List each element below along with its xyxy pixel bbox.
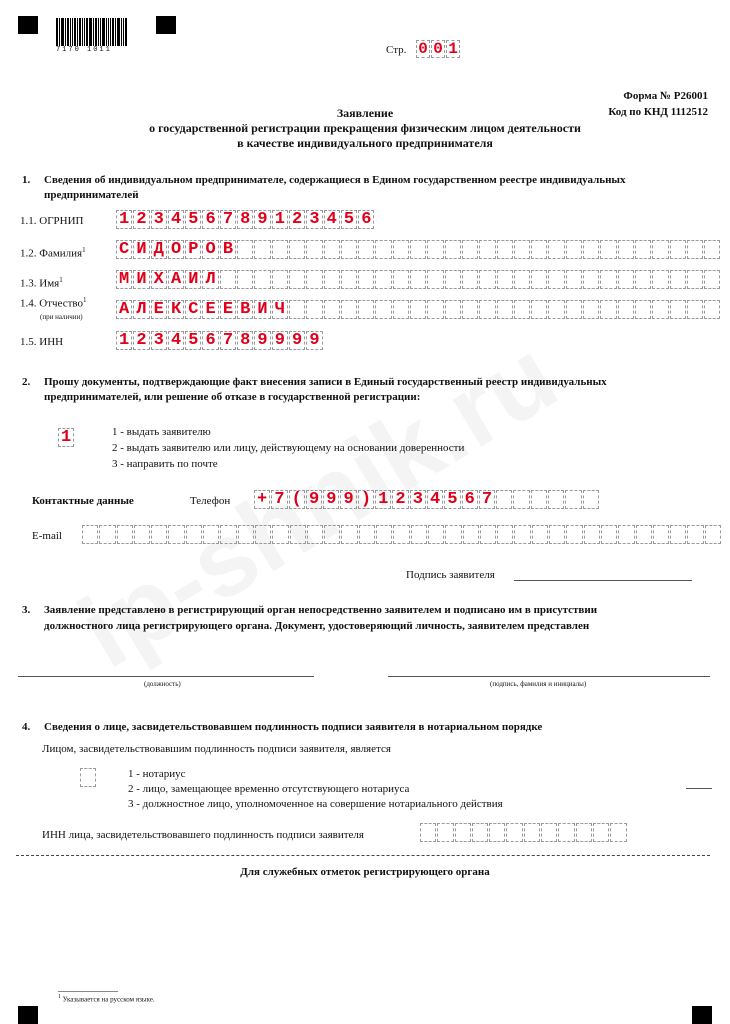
char-cell: А [116, 300, 132, 319]
char-cell [445, 300, 461, 319]
char-cell [324, 525, 340, 544]
char-cell [600, 300, 616, 319]
footnote-mark: 1 [83, 296, 87, 304]
footnote-divider [58, 991, 118, 992]
char-cell [472, 823, 488, 842]
char-cell [427, 300, 443, 319]
char-cell [375, 300, 391, 319]
char-cell: ) [358, 490, 374, 509]
phone-label: Телефон [190, 495, 231, 507]
char-cell [548, 270, 564, 289]
official-signature-caption: (подпись, фамилия и инициалы) [490, 680, 587, 688]
char-cell [324, 270, 340, 289]
char-cell [531, 270, 547, 289]
section-2-number: 2. [22, 376, 31, 388]
char-cell [652, 240, 668, 259]
section-1-heading: Сведения об индивидуальном предпринимателе, содержащиеся в Едином государственном реестре индивидуальных [44, 174, 626, 186]
patronymic-note: (при наличии) [40, 313, 83, 321]
char-cell [687, 525, 703, 544]
margin-tick [686, 788, 712, 789]
char-cell: 2 [133, 331, 149, 350]
char-cell [463, 525, 479, 544]
char-cell [480, 525, 496, 544]
char-cell: 4 [324, 210, 340, 229]
char-cell: С [185, 300, 201, 319]
char-cell [687, 300, 703, 319]
char-cell: Е [202, 300, 218, 319]
char-cell [82, 525, 98, 544]
char-cell: 5 [185, 210, 201, 229]
char-cell [272, 525, 288, 544]
char-cell [497, 270, 513, 289]
footnote-mark: 1 [82, 246, 86, 254]
char-cell [513, 490, 529, 509]
char-cell [548, 300, 564, 319]
certifier-inn-label: ИНН лица, засвидетельствовавшего подлинность подписи заявителя [42, 829, 364, 841]
char-cell [358, 270, 374, 289]
char-cell: 1 [272, 210, 288, 229]
char-cell [254, 240, 270, 259]
char-cell [410, 270, 426, 289]
char-cell: 6 [462, 490, 478, 509]
char-cell [506, 823, 522, 842]
char-cell [497, 300, 513, 319]
char-cell [117, 525, 133, 544]
char-cell [341, 270, 357, 289]
char-cell [549, 525, 565, 544]
office-use-heading: Для служебных отметок регистрирующего органа [240, 866, 490, 878]
char-cell [428, 525, 444, 544]
char-cell [670, 525, 686, 544]
char-cell [289, 270, 305, 289]
char-cell [576, 823, 592, 842]
char-cell [306, 300, 322, 319]
char-cell [306, 240, 322, 259]
char-cell [272, 270, 288, 289]
char-cell: 5 [185, 331, 201, 350]
char-cell: Х [151, 270, 167, 289]
char-cell [618, 240, 634, 259]
char-cell: М [116, 270, 132, 289]
char-cell: 0 [416, 40, 430, 58]
char-cell: И [185, 270, 201, 289]
char-cell [341, 300, 357, 319]
inn-field[interactable] [116, 331, 324, 350]
char-cell: 1 [375, 490, 391, 509]
char-cell [289, 300, 305, 319]
section-4-subheading: Лицом, засвидетельствовавшим подлинность подписи заявителя, является [42, 743, 391, 755]
char-cell [375, 270, 391, 289]
char-cell: 7 [220, 210, 236, 229]
char-cell [255, 525, 271, 544]
char-cell [532, 525, 548, 544]
char-cell [600, 270, 616, 289]
certifier-type-field[interactable] [80, 768, 97, 787]
char-cell [238, 525, 254, 544]
char-cell: 8 [237, 331, 253, 350]
char-cell [652, 270, 668, 289]
char-cell [462, 240, 478, 259]
char-cell [376, 525, 392, 544]
char-cell: 6 [202, 210, 218, 229]
char-cell [427, 270, 443, 289]
document-subtitle: о государственной регистрации прекращения физическим лицом деятельности [149, 121, 581, 135]
char-cell [410, 300, 426, 319]
char-cell: 5 [444, 490, 460, 509]
char-cell: 0 [431, 40, 445, 58]
section-2-heading: Прошу документы, подтверждающие факт внесения записи в Единый государственный реестр индивидуальных [44, 376, 607, 388]
char-cell [237, 270, 253, 289]
office-use-divider [16, 855, 710, 856]
char-cell: 5 [341, 210, 357, 229]
char-cell [220, 525, 236, 544]
delivery-choice-field[interactable] [58, 428, 75, 447]
char-cell [479, 240, 495, 259]
char-cell [514, 525, 530, 544]
char-cell [411, 525, 427, 544]
char-cell: 3 [306, 210, 322, 229]
certifier-option-2: 2 - лицо, замещающее временно отсутствующего нотариуса [128, 783, 410, 795]
char-cell [445, 240, 461, 259]
char-cell [531, 490, 547, 509]
char-cell [548, 240, 564, 259]
char-cell: 2 [392, 490, 408, 509]
certifier-inn-field[interactable] [420, 823, 628, 842]
char-cell: Р [185, 240, 201, 259]
char-cell [324, 300, 340, 319]
char-cell [687, 240, 703, 259]
char-cell [704, 240, 720, 259]
char-cell [704, 300, 720, 319]
char-cell: 4 [427, 490, 443, 509]
char-cell: 3 [151, 331, 167, 350]
char-cell [497, 240, 513, 259]
char-cell [593, 823, 609, 842]
char-cell [541, 823, 557, 842]
char-cell: 7 [479, 490, 495, 509]
footnote: $^1$ Указывается на русском языке. [58, 994, 155, 1004]
char-cell [583, 490, 599, 509]
char-cell: В [220, 240, 236, 259]
char-cell: 7 [271, 490, 287, 509]
char-cell [410, 240, 426, 259]
char-cell: О [202, 240, 218, 259]
char-cell [427, 240, 443, 259]
char-cell [514, 270, 530, 289]
page-number-cells [416, 40, 461, 58]
patronymic-field[interactable] [116, 300, 721, 319]
char-cell [168, 525, 184, 544]
registration-mark [156, 16, 176, 34]
char-cell [514, 240, 530, 259]
char-cell: К [168, 300, 184, 319]
char-cell [358, 300, 374, 319]
char-cell: В [237, 300, 253, 319]
char-cell [610, 823, 626, 842]
char-cell [566, 525, 582, 544]
char-cell: 9 [272, 331, 288, 350]
char-cell [455, 823, 471, 842]
char-cell [548, 490, 564, 509]
delivery-option-2: 2 - выдать заявителю или лицу, действующему на основании доверенности [112, 442, 465, 454]
char-cell: 9 [306, 490, 322, 509]
email-field[interactable] [82, 525, 722, 544]
barcode [56, 18, 128, 46]
char-cell: 1 [116, 210, 132, 229]
char-cell [618, 525, 634, 544]
page-label: Стр. [386, 44, 407, 56]
registration-mark [18, 1006, 38, 1024]
char-cell [306, 270, 322, 289]
signature-label: Подпись заявителя [406, 569, 495, 581]
char-cell [341, 525, 357, 544]
char-cell [272, 240, 288, 259]
contacts-label: Контактные данные [32, 495, 134, 507]
certifier-option-1: 1 - нотариус [128, 768, 186, 780]
char-cell [393, 270, 409, 289]
char-cell [531, 240, 547, 259]
char-cell: О [168, 240, 184, 259]
char-cell [134, 525, 150, 544]
char-cell: Л [202, 270, 218, 289]
char-cell: 1 [58, 428, 74, 447]
char-cell: 2 [289, 210, 305, 229]
registration-mark [692, 1006, 712, 1024]
char-cell [583, 270, 599, 289]
char-cell [636, 525, 652, 544]
char-cell [445, 270, 461, 289]
phone-field[interactable] [254, 490, 600, 509]
char-cell: 9 [289, 331, 305, 350]
char-cell: Е [151, 300, 167, 319]
email-label: E-mail [32, 530, 62, 542]
section-2-heading-2: предпринимателей, или решение об отказе в государственной регистрации: [44, 391, 421, 403]
char-cell [289, 240, 305, 259]
char-cell [566, 270, 582, 289]
char-cell [583, 240, 599, 259]
char-cell [584, 525, 600, 544]
char-cell [203, 525, 219, 544]
section-3-heading: Заявление представлено в регистрирующий орган непосредственно заявителем и подписано им в присутствии [44, 604, 598, 616]
char-cell [489, 823, 505, 842]
document-subtitle-2: в качестве индивидуального предпринимателя [237, 136, 493, 150]
char-cell: И [254, 300, 270, 319]
char-cell: 9 [254, 331, 270, 350]
char-cell [704, 270, 720, 289]
name-label: 1.3. Имя$^1$ [20, 276, 63, 290]
section-1-heading-2: предпринимателей [44, 189, 139, 201]
char-cell: + [254, 490, 270, 509]
char-cell: 9 [254, 210, 270, 229]
char-cell [670, 270, 686, 289]
char-cell [635, 270, 651, 289]
inn-label: 1.5. ИНН [20, 336, 64, 348]
char-cell [462, 270, 478, 289]
char-cell [437, 823, 453, 842]
char-cell [601, 525, 617, 544]
char-cell [514, 300, 530, 319]
char-cell: Л [133, 300, 149, 319]
footnote-mark: 1 [59, 276, 63, 284]
char-cell: 1 [446, 40, 460, 58]
char-cell [220, 270, 236, 289]
section-3-heading-2: должностного лица регистрирующего органа. Документ, удостоверяющий личность, заявителем представлен [44, 620, 590, 632]
char-cell [393, 525, 409, 544]
char-cell [393, 240, 409, 259]
certifier-option-3: 3 - должностное лицо, уполномоченное на совершение нотариального действия [128, 798, 503, 810]
char-cell [151, 525, 167, 544]
footnote-number: 1 [58, 994, 61, 1000]
registration-mark [18, 16, 38, 34]
section-1-number: 1. [22, 174, 31, 186]
char-cell [496, 490, 512, 509]
char-cell [375, 240, 391, 259]
char-cell [80, 768, 96, 787]
char-cell [393, 300, 409, 319]
char-cell: 6 [358, 210, 374, 229]
char-cell: Д [151, 240, 167, 259]
char-cell [687, 270, 703, 289]
char-cell [497, 525, 513, 544]
char-cell [653, 525, 669, 544]
document-title: Заявление [336, 106, 394, 120]
char-cell: 3 [151, 210, 167, 229]
char-cell [670, 300, 686, 319]
ogrnip-field[interactable] [116, 210, 375, 229]
char-cell [307, 525, 323, 544]
char-cell: 9 [323, 490, 339, 509]
char-cell: 1 [116, 331, 132, 350]
char-cell: ( [289, 490, 305, 509]
char-cell [359, 525, 375, 544]
char-cell: 4 [168, 331, 184, 350]
barcode-digits: 7170 1011 [56, 46, 112, 54]
official-signature-line[interactable] [388, 676, 710, 677]
section-4-heading: Сведения о лице, засвидетельствовавшем подлинность подписи заявителя в нотариальном порядке [44, 721, 543, 733]
char-cell [358, 240, 374, 259]
surname-label: 1.2. Фамилия$^1$ [20, 246, 86, 260]
surname-field[interactable] [116, 240, 721, 259]
char-cell [566, 300, 582, 319]
form-number: Форма № Р26001 [623, 90, 708, 102]
char-cell [324, 240, 340, 259]
char-cell: 7 [220, 331, 236, 350]
char-cell [237, 240, 253, 259]
name-field[interactable] [116, 270, 721, 289]
char-cell: Е [220, 300, 236, 319]
char-cell [99, 525, 115, 544]
char-cell: 9 [340, 490, 356, 509]
char-cell: И [133, 240, 149, 259]
char-cell: 2 [133, 210, 149, 229]
char-cell [479, 270, 495, 289]
char-cell [531, 300, 547, 319]
char-cell [618, 300, 634, 319]
char-cell [341, 240, 357, 259]
char-cell [565, 490, 581, 509]
char-cell [290, 525, 306, 544]
char-cell: С [116, 240, 132, 259]
delivery-option-3: 3 - направить по почте [112, 458, 218, 470]
char-cell: А [168, 270, 184, 289]
char-cell [618, 270, 634, 289]
char-cell [635, 240, 651, 259]
patronymic-label: 1.4. Отчество$^1$ [20, 296, 87, 310]
char-cell [479, 300, 495, 319]
char-cell [600, 240, 616, 259]
char-cell [670, 240, 686, 259]
char-cell [186, 525, 202, 544]
char-cell [652, 300, 668, 319]
char-cell: 8 [237, 210, 253, 229]
char-cell [558, 823, 574, 842]
char-cell [566, 240, 582, 259]
knd-code: Код по КНД 1112512 [608, 106, 708, 118]
char-cell [462, 300, 478, 319]
position-line[interactable] [18, 676, 314, 677]
char-cell [635, 300, 651, 319]
char-cell: 6 [202, 331, 218, 350]
ogrnip-label: 1.1. ОГРНИП [20, 215, 84, 227]
char-cell [254, 270, 270, 289]
section-3-number: 3. [22, 604, 31, 616]
char-cell [420, 823, 436, 842]
char-cell [583, 300, 599, 319]
char-cell [524, 823, 540, 842]
char-cell: И [133, 270, 149, 289]
char-cell: Ч [272, 300, 288, 319]
char-cell: 4 [168, 210, 184, 229]
char-cell: 3 [410, 490, 426, 509]
delivery-option-1: 1 - выдать заявителю [112, 426, 211, 438]
section-4-number: 4. [22, 721, 31, 733]
signature-line[interactable] [514, 580, 692, 581]
char-cell [445, 525, 461, 544]
position-caption: (должность) [144, 680, 181, 688]
char-cell: 9 [306, 331, 322, 350]
char-cell [705, 525, 721, 544]
